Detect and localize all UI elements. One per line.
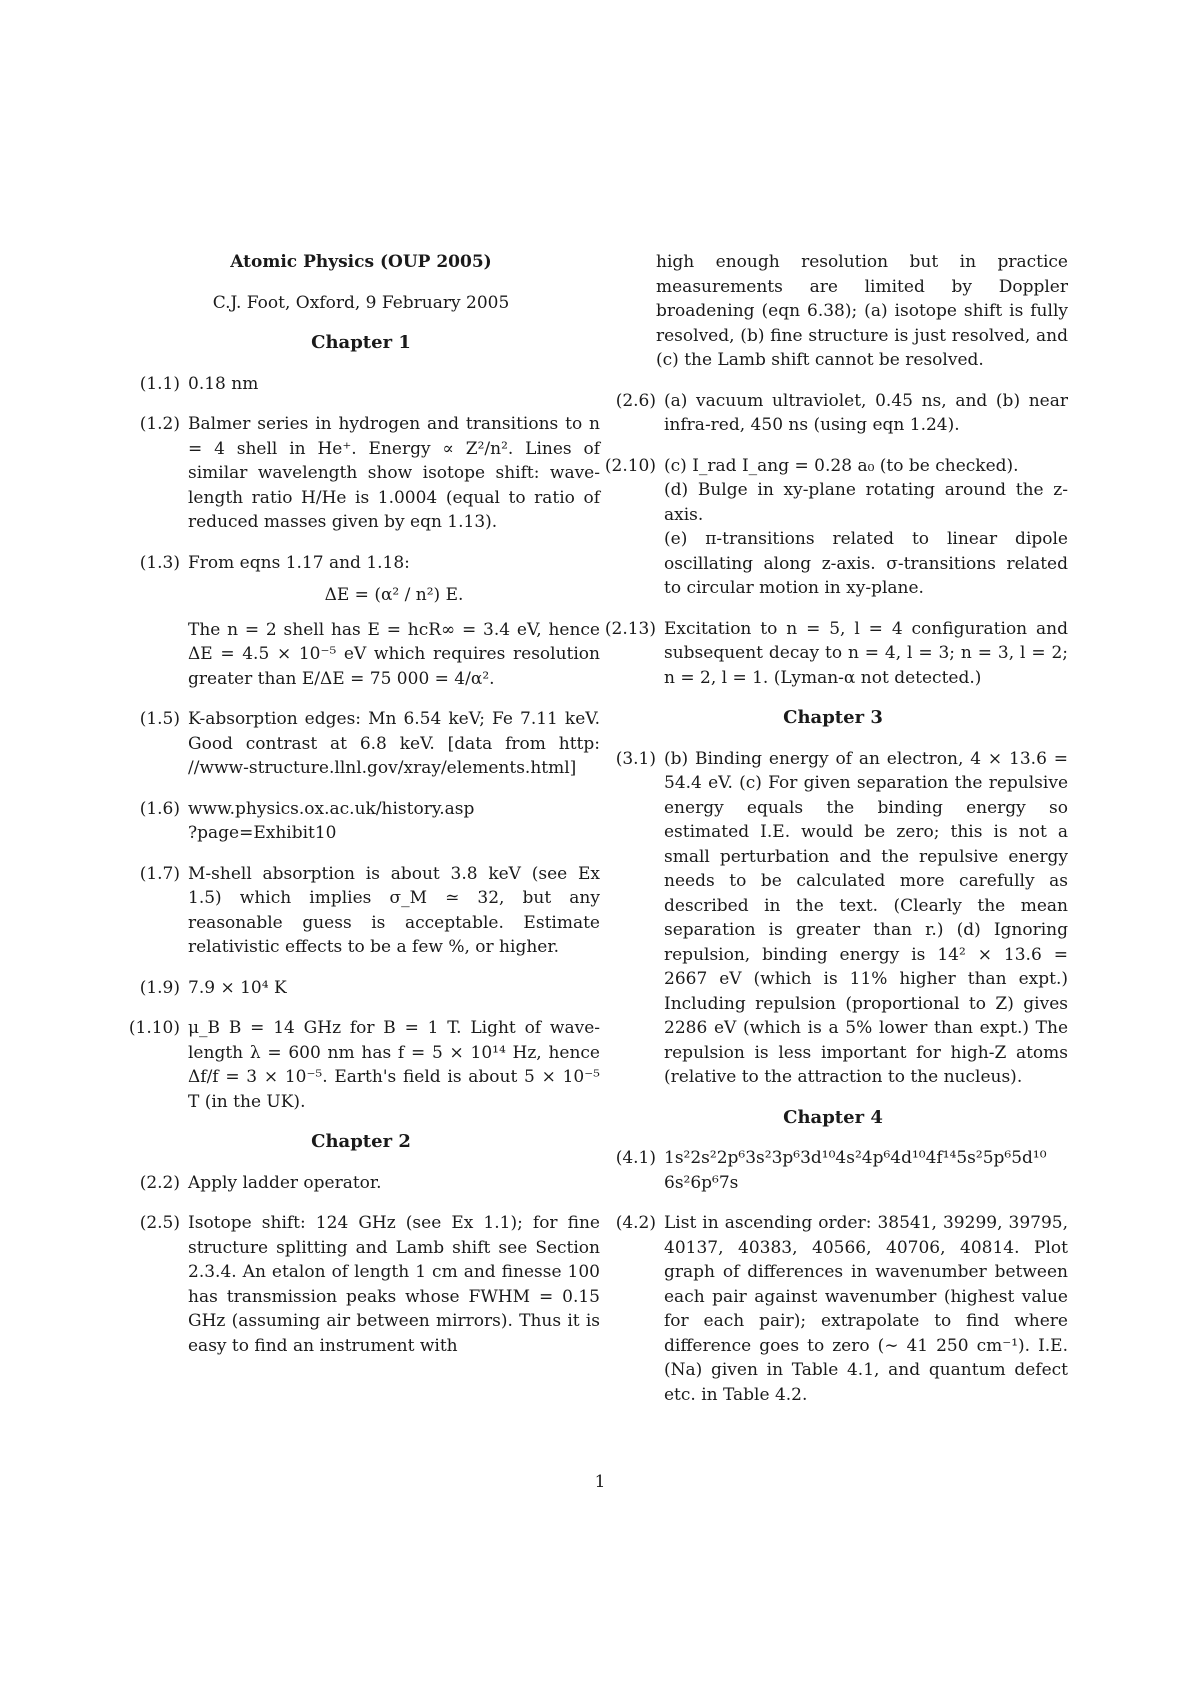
entry-number: (1.3) <box>139 552 180 573</box>
document-title: Atomic Physics (OUP 2005) <box>230 252 492 272</box>
entry-number: (1.5) <box>139 709 180 729</box>
entry-text: Isotope shift: 124 GHz (see Ex 1.1); for fine structure splitting and Lamb shift see Section 2.3.4. An etalon of length 1 cm and finesse 100 has transmission peaks whose FWHM = 0.15 GHz (assuming air between mirrors). Thus it is easy to find an instrument with <box>188 1213 600 1356</box>
entry-2-13 <box>598 617 1068 691</box>
entry-number: (2.5) <box>139 1213 180 1233</box>
url-line-2: ?page=Exhibit10 <box>188 823 337 843</box>
entry-1-3 <box>122 551 600 692</box>
entry-2-5-continuation: high enough resolution but in practice measurements are limited by Doppler broadening (eqn 6.38); (a) isotope shift is fully resolved, (b) fine structure is just resolved, and (c) the Lamb shift cannot be resolved. <box>656 252 1068 370</box>
entry-1-5 <box>122 707 600 781</box>
chapter-3-heading: Chapter 3 <box>783 707 883 728</box>
entry-number: (4.2) <box>615 1213 656 1233</box>
entry-text: 0.18 nm <box>188 373 259 394</box>
part-c: (c) I_rad I_ang = 0.28 a₀ (to be checked). <box>664 455 1019 476</box>
part-d: (d) Bulge in xy-plane rotating around the z-axis. <box>664 480 1068 525</box>
part-e: (e) π-transitions related to linear dipole oscillating along z-axis. σ-transitions related to circular motion in xy-plane. <box>664 529 1068 598</box>
electron-configuration-line-1: 1s²2s²2p⁶3s²3p⁶3d¹⁰4s²4p⁶4d¹⁰4f¹⁴5s²5p⁶5d¹⁰ <box>664 1148 1047 1168</box>
entry-text: (a) vacuum ultraviolet, 0.45 ns, and (b) near infra-red, 450 ns (using eqn 1.24). <box>664 390 1068 435</box>
entry-text: List in ascending order: 38541, 39299, 39795, 40137, 40383, 40566, 40706, 40814. Plot graph of differences in wavenumber between each pair against wavenumber (highest value for each pair); extrapolate to find where difference goes to zero (∼ 41 250 cm⁻¹). I.E.(Na) given in Table 4.1, and quantum defect etc. in Table 4.2. <box>664 1213 1068 1405</box>
entry-1-7 <box>122 862 600 960</box>
right-column <box>598 250 1068 1423</box>
entry-number: (1.6) <box>139 798 180 819</box>
entry-4-2 <box>598 1211 1068 1407</box>
entry-number: (3.1) <box>615 748 656 769</box>
entry-2-2 <box>122 1171 600 1196</box>
entry-text: Excitation to n = 5, l = 4 configuration and subsequent decay to n = 4, l = 3; n = 3, l = 2; n = 2, l = 1. (Lyman-α not detected.) <box>664 618 1068 688</box>
entry-number: (1.7) <box>139 863 180 884</box>
entry-1-2 <box>122 412 600 535</box>
entry-text: Balmer series in hydrogen and transitions to n = 4 shell in He⁺. Energy ∝ Z²/n². Lines of similar wavelength show isotope shift: wave-length ratio H/He is 1.0004 (equal to ratio of reduced masses given by eqn 1.13). <box>188 414 600 532</box>
author-line: C.J. Foot, Oxford, 9 February 2005 <box>212 292 510 313</box>
left-column <box>122 250 600 1374</box>
display-equation: ΔE = (α² / n²) E. <box>324 585 464 605</box>
entry-number: (4.1) <box>615 1148 656 1168</box>
entry-number: (2.13) <box>604 618 656 639</box>
entry-1-9 <box>122 976 600 1001</box>
entry-text: M-shell absorption is about 3.8 keV (see Ex 1.5) which implies σ_M ≃ 32, but any reasonable guess is acceptable. Estimate relativistic effects to be a few %, or higher. <box>188 863 600 957</box>
entry-text: K-absorption edges: Mn 6.54 keV; Fe 7.11 keV. Good contrast at 6.8 keV. [data from http: //www-structure.llnl.gov/xray/elements.html] <box>188 709 600 778</box>
entry-number: (1.1) <box>139 373 180 394</box>
electron-configuration-line-2: 6s²6p⁶7s <box>664 1172 739 1193</box>
entry-number: (1.9) <box>139 977 180 998</box>
entry-2-5 <box>122 1211 600 1358</box>
entry-number: (2.10) <box>604 455 656 476</box>
entry-2-10 <box>598 454 1068 601</box>
entry-text-continued: The n = 2 shell has E = hcR∞ = 3.4 eV, hence ΔE = 4.5 × 10⁻⁵ eV which requires resolution greater than E/ΔE = 75 000 = 4/α². <box>188 619 600 689</box>
url-line-1: www.physics.ox.ac.uk/history.asp <box>188 798 475 819</box>
entry-1-1 <box>122 372 600 397</box>
entry-number: (1.2) <box>139 414 180 434</box>
entry-number: (2.6) <box>615 390 656 411</box>
entry-3-1 <box>598 747 1068 1090</box>
chapter-1-heading: Chapter 1 <box>311 332 411 353</box>
entry-text: 7.9 × 10⁴ K <box>188 977 287 998</box>
entry-2-6 <box>598 389 1068 438</box>
entry-number: (2.2) <box>139 1172 180 1193</box>
entry-1-6 <box>122 797 600 846</box>
entry-text: μ_B B = 14 GHz for B = 1 T. Light of wave-length λ = 600 nm has f = 5 × 10¹⁴ Hz, hence Δf/f = 3 × 10⁻⁵. Earth's field is about 5 × 10⁻⁵ T (in the UK). <box>188 1018 600 1112</box>
entry-number: (1.10) <box>128 1018 180 1038</box>
entry-text: (b) Binding energy of an electron, 4 × 13.6 = 54.4 eV. (c) For given separation the repulsive energy equals the binding energy so estimated I.E. would be zero; this is not a small perturbation and the repulsive energy needs to be calculated more carefully as described in the text. (Clearly the mean separation is greater than r.) (d) Ignoring repulsion, binding energy is 14² × 13.6 = 2667 eV (which is 11% higher than expt.) Including repulsion (proportional to Z) gives 2286 eV (which is a 5% lower than expt.) The repulsion is less important for high-Z atoms (relative to the attraction to the nucleus). <box>664 748 1068 1087</box>
page-number: 1 <box>594 1472 606 1492</box>
entry-4-1 <box>598 1146 1068 1195</box>
entry-text: From eqns 1.17 and 1.18: <box>188 552 410 573</box>
entry-1-10 <box>122 1016 600 1114</box>
chapter-4-heading: Chapter 4 <box>783 1106 883 1128</box>
entry-text: Apply ladder operator. <box>188 1172 382 1193</box>
chapter-2-heading: Chapter 2 <box>311 1131 411 1152</box>
